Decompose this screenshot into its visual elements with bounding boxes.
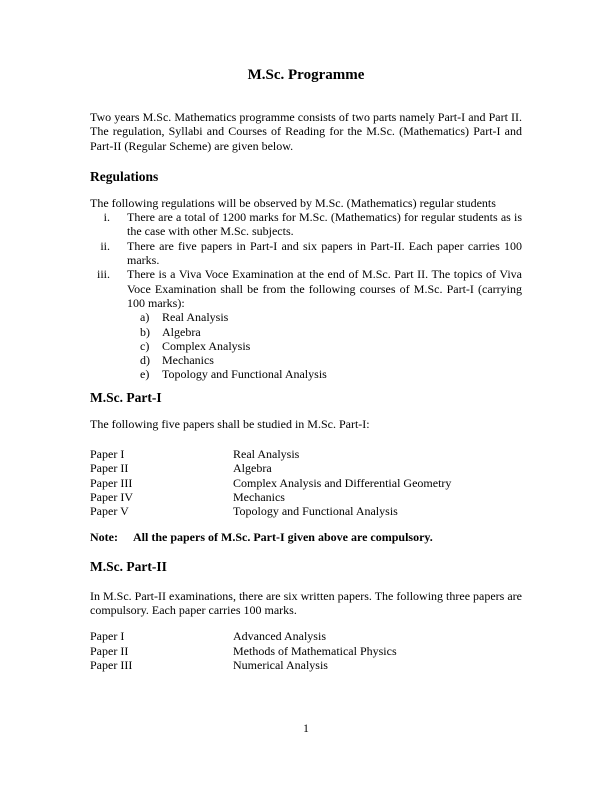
paper-title: Topology and Functional Analysis: [233, 504, 398, 519]
paper-label: Paper V: [90, 504, 129, 519]
viva-course-item: [90, 367, 522, 381]
viva-course-item: [90, 339, 522, 353]
paper-row: [90, 644, 522, 658]
intro-paragraph: Two years M.Sc. Mathematics programme consists of two parts namely Part-I and Part II. The regulation, Syllabi and Courses of Reading for the M.Sc. (Mathematics) Part-I and Part-II (Regular Scheme) are given below.: [90, 110, 522, 153]
paper-title: Methods of Mathematical Physics: [233, 643, 397, 658]
item-marker: e): [140, 367, 150, 382]
paper-title: Mechanics: [233, 489, 285, 504]
item-text: There is a Viva Voce Examination at the end of M.Sc. Part II. The topics of Viva Voce Examination shall be from the following courses of M.Sc. Part-I (carrying 100 marks):: [127, 267, 522, 310]
part2-lead: In M.Sc. Part-II examinations, there are six written papers. The following three papers are compulsory. Each paper carries 100 marks.: [90, 588, 522, 618]
item-text: Complex Analysis: [162, 338, 251, 353]
paper-title: Complex Analysis and Differential Geometry: [233, 475, 452, 490]
item-marker: c): [140, 338, 150, 353]
part1-lead: The following five papers shall be studied in M.Sc. Part-I:: [90, 416, 370, 431]
paper-row: [90, 658, 522, 672]
page-number: 1: [303, 723, 309, 735]
item-marker: iii.: [96, 267, 110, 282]
item-marker: i.: [103, 210, 110, 225]
paper-row: [90, 461, 522, 475]
paper-row: [90, 629, 522, 643]
paper-row: [90, 476, 522, 490]
part2-papers-table: [90, 629, 522, 672]
paper-label: Paper III: [90, 475, 133, 490]
paper-title: Algebra: [233, 461, 272, 476]
item-marker: ii.: [100, 238, 110, 253]
document-title: M.Sc. Programme: [247, 67, 365, 83]
item-text: Topology and Functional Analysis: [162, 367, 327, 382]
section-heading-part2: M.Sc. Part-II: [90, 558, 167, 574]
paper-label: Paper III: [90, 658, 133, 673]
paper-title: Real Analysis: [233, 447, 300, 462]
item-marker: b): [140, 324, 150, 339]
paper-label: Paper II: [90, 643, 129, 658]
part1-papers-table: [90, 447, 522, 518]
paper-label: Paper II: [90, 461, 129, 476]
part1-note: [90, 530, 522, 544]
paper-row: [90, 504, 522, 518]
viva-course-item: [90, 310, 522, 324]
item-marker: d): [140, 353, 150, 368]
paper-row: [90, 447, 522, 461]
item-marker: a): [140, 310, 150, 325]
section-heading-part1: M.Sc. Part-I: [90, 389, 162, 405]
regulations-list: [90, 210, 522, 310]
paper-row: [90, 490, 522, 504]
paper-label: Paper IV: [90, 489, 133, 504]
regulation-item: [90, 210, 522, 239]
regulation-item: [90, 239, 522, 268]
document-content: [90, 0, 522, 672]
note-text: All the papers of M.Sc. Part-I given above are compulsory.: [133, 529, 433, 544]
section-heading-regulations: Regulations: [90, 168, 159, 184]
item-text: Algebra: [162, 324, 201, 339]
regulations-lead: The following regulations will be observed by M.Sc. (Mathematics) regular students: [90, 195, 496, 210]
regulation-item: [90, 267, 522, 310]
item-text: There are a total of 1200 marks for M.Sc. (Mathematics) for regular students as is the case with other M.Sc. subjects.: [127, 210, 522, 239]
paper-title: Numerical Analysis: [233, 658, 328, 673]
viva-courses-list: [90, 310, 522, 381]
note-label: Note:: [90, 529, 118, 544]
paper-title: Advanced Analysis: [233, 629, 326, 644]
viva-course-item: [90, 353, 522, 367]
viva-course-item: [90, 325, 522, 339]
paper-label: Paper I: [90, 447, 125, 462]
item-text: Real Analysis: [162, 310, 229, 325]
item-text: Mechanics: [162, 353, 214, 368]
paper-label: Paper I: [90, 629, 125, 644]
item-text: There are five papers in Part-I and six papers in Part-II. Each paper carries 100 marks.: [127, 238, 522, 268]
